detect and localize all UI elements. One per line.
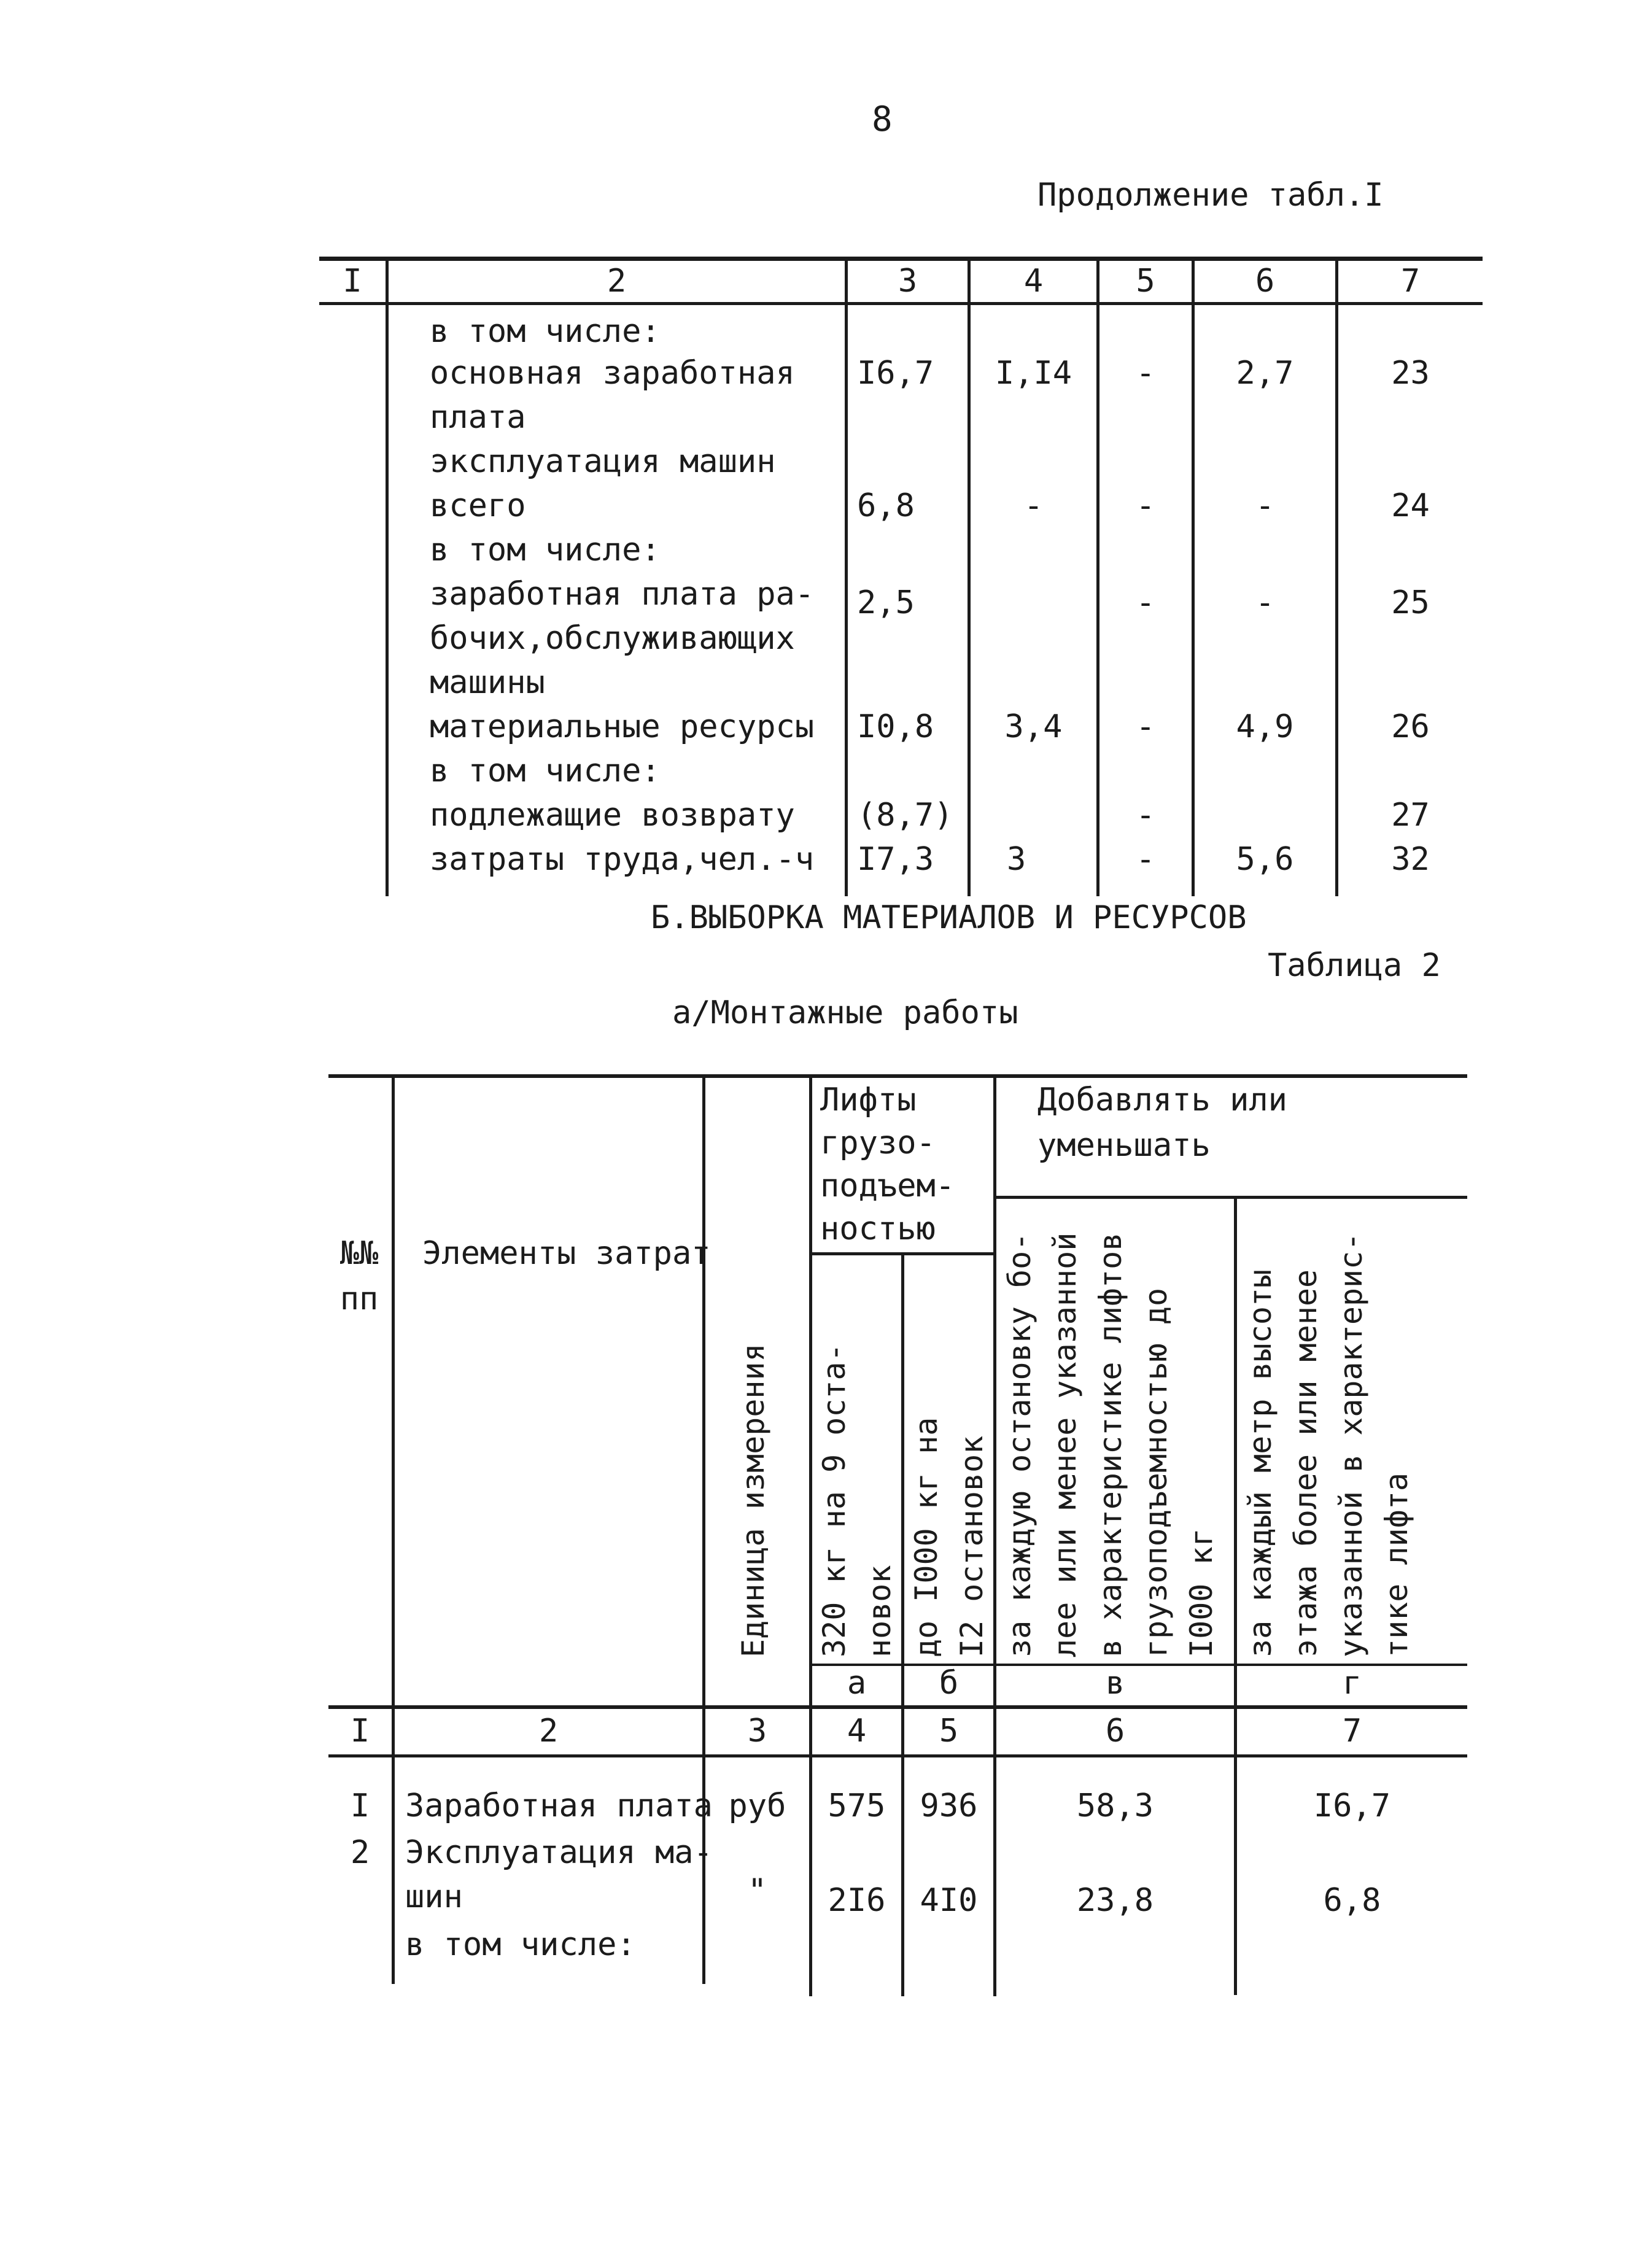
- table1-cell: I7,3: [857, 841, 934, 878]
- table1-row-label: плата: [430, 399, 526, 436]
- table1-cell: -: [1136, 841, 1155, 878]
- table2-number-rule: [328, 1754, 1467, 1757]
- table1-header-cell: 3: [898, 263, 918, 300]
- table1-row-label: подлежащие возврату: [430, 797, 795, 834]
- table2-col4-header: 320 кг на 9 оста-: [816, 1343, 852, 1657]
- table1-cell: -: [1255, 487, 1275, 524]
- table1-cell: 27: [1391, 797, 1430, 834]
- table2-add-header: уменьшать: [1037, 1127, 1211, 1164]
- table2-column-number: I: [350, 1713, 370, 1749]
- continuation-label: Продолжение табл.I: [1037, 177, 1384, 214]
- table2-column-number: 3: [747, 1713, 767, 1749]
- table2-col6-header: за каждую остановку бо-: [1002, 1232, 1037, 1657]
- table2-col6-header: лее или менее указанной: [1047, 1232, 1083, 1657]
- table1-cell: -: [1136, 708, 1155, 745]
- table2-cell: 58,3: [1076, 1788, 1154, 1824]
- table2-cell: 2I6: [828, 1882, 886, 1919]
- table2-header-bottom-rule: [328, 1705, 1467, 1709]
- table2-col5-header: I2 остановок: [954, 1435, 990, 1657]
- table1-divider: [1192, 258, 1195, 896]
- table2-cell: 6,8: [1323, 1882, 1381, 1919]
- table1-cell: (8,7): [857, 797, 953, 834]
- table-subtitle: а/Монтажные работы: [672, 994, 1018, 1031]
- table1-cell: -: [1255, 584, 1275, 621]
- table2-letter: а: [847, 1665, 867, 1702]
- table1-divider: [845, 258, 848, 896]
- table2-unit-header: Единица измерения: [735, 1343, 771, 1657]
- table2-letter: г: [1342, 1665, 1362, 1702]
- table2-col7-header: указанной в характерис-: [1333, 1232, 1369, 1657]
- table2-column-number: 7: [1342, 1713, 1362, 1749]
- table1-cell: I0,8: [857, 708, 934, 745]
- table2-row-num: I: [350, 1788, 370, 1824]
- table1-cell: 32: [1391, 841, 1430, 878]
- table2-column-number: 6: [1105, 1713, 1125, 1749]
- table1-cell: 5,6: [1236, 841, 1294, 878]
- table2-col7-header: этажа более или менее: [1288, 1269, 1324, 1657]
- table2-column-number: 5: [939, 1713, 959, 1749]
- table-label: Таблица 2: [1268, 947, 1441, 984]
- table2-row-name: Эксплуатация ма-: [405, 1834, 713, 1871]
- table1-header-cell: I: [343, 263, 362, 300]
- table1-cell: -: [1136, 797, 1155, 834]
- table2-cell: 23,8: [1076, 1882, 1154, 1919]
- table1-cell: 6,8: [857, 487, 915, 524]
- table1-row-label: заработная плата ра-: [430, 576, 815, 613]
- table2-letter: в: [1105, 1665, 1125, 1702]
- table1-divider: [968, 258, 971, 896]
- table1-header-cell: 6: [1255, 263, 1275, 300]
- table2-lifts-header: грузо-: [820, 1125, 936, 1161]
- table1-cell: I,I4: [995, 355, 1072, 392]
- table1-cell: 3: [1007, 841, 1026, 878]
- table1-cell: I6,7: [857, 355, 934, 392]
- table2-col6-header: в характеристике лифтов: [1093, 1232, 1128, 1657]
- table2-lifts-header: ностью: [820, 1211, 936, 1247]
- table1-cell: -: [1136, 487, 1155, 524]
- table2-letter: б: [939, 1665, 959, 1702]
- table2-lifts-header: Лифты: [820, 1082, 917, 1118]
- table1-header-cell: 5: [1136, 263, 1155, 300]
- table1-divider: [386, 258, 389, 896]
- table2-col7-header: за каждый метр высоты: [1243, 1269, 1278, 1657]
- table1-row-label: эксплуатация машин: [430, 443, 776, 480]
- table1-row-label: в том числе:: [430, 532, 661, 568]
- table1-row-label: основная заработная: [430, 355, 795, 392]
- table2-cell: 4I0: [920, 1882, 978, 1919]
- table2-row-name: Заработная плата: [405, 1788, 713, 1824]
- table1-row-label: всего: [430, 487, 526, 524]
- table2-cell: 575: [828, 1788, 886, 1824]
- table2-num-header: №№: [339, 1235, 379, 1272]
- table1-top-rule: [319, 257, 1483, 261]
- table1-row-label: машины: [430, 664, 545, 701]
- table1-cell: 2,7: [1236, 355, 1294, 392]
- table1-cell: -: [1023, 487, 1044, 524]
- table2-lifts-header: подъем-: [820, 1168, 955, 1204]
- table2-col6-header: I000 кг: [1184, 1528, 1219, 1657]
- table1-cell: 3,4: [1004, 708, 1063, 745]
- table2-row-num: 2: [350, 1834, 370, 1871]
- table2-col6-header: грузоподъемностью до: [1138, 1287, 1174, 1657]
- table1-cell: 26: [1391, 708, 1430, 745]
- table1-cell: -: [1136, 355, 1155, 392]
- table2-column-number: 4: [847, 1713, 867, 1749]
- table2-row-name: в том числе:: [405, 1926, 636, 1963]
- section-title: Б.ВЫБОРКА МАТЕРИАЛОВ И РЕСУРСОВ: [651, 899, 1247, 936]
- table1-header-cell: 7: [1400, 263, 1421, 300]
- table2-add-rule: [995, 1196, 1467, 1199]
- table2-divider: [1234, 1197, 1237, 1995]
- table1-row-label: в том числе:: [430, 753, 661, 789]
- table2-add-header: Добавлять или: [1037, 1082, 1287, 1118]
- table2-cell: I6,7: [1313, 1788, 1391, 1824]
- table1-cell: 23: [1391, 355, 1430, 392]
- table2-column-number: 2: [538, 1713, 559, 1749]
- table2-col7-header: тике лифта: [1379, 1472, 1414, 1657]
- table2-row-unit: ": [747, 1872, 767, 1909]
- table1-cell: 25: [1391, 584, 1430, 621]
- table2-col4-header: новок: [862, 1565, 898, 1657]
- table1-cell: -: [1136, 584, 1155, 621]
- page-number: 8: [872, 99, 893, 139]
- table1-row-label: материальные ресурсы: [430, 708, 815, 745]
- table1-header-rule: [319, 302, 1483, 305]
- table1-row-label: затраты труда,чел.-ч: [430, 841, 815, 878]
- table1-row-label: бочих,обслуживающих: [430, 620, 795, 657]
- table2-elements-header: Элементы затрат: [422, 1235, 711, 1272]
- table2-row-unit: руб: [728, 1788, 786, 1824]
- table2-row-name: шин: [405, 1878, 463, 1915]
- table1-cell: 24: [1391, 487, 1430, 524]
- table1-header-cell: 2: [607, 263, 627, 300]
- table2-top-rule: [328, 1074, 1467, 1078]
- table1-cell: 2,5: [857, 584, 915, 621]
- table1-row-label: в том числе:: [430, 313, 661, 350]
- table2-num-header: пп: [339, 1280, 379, 1317]
- table2-cell: 936: [920, 1788, 978, 1824]
- table2-divider: [392, 1075, 395, 1984]
- table1-header-cell: 4: [1023, 263, 1044, 300]
- table1-cell: 4,9: [1236, 708, 1294, 745]
- table2-col5-header: до I000 кг на: [909, 1417, 944, 1657]
